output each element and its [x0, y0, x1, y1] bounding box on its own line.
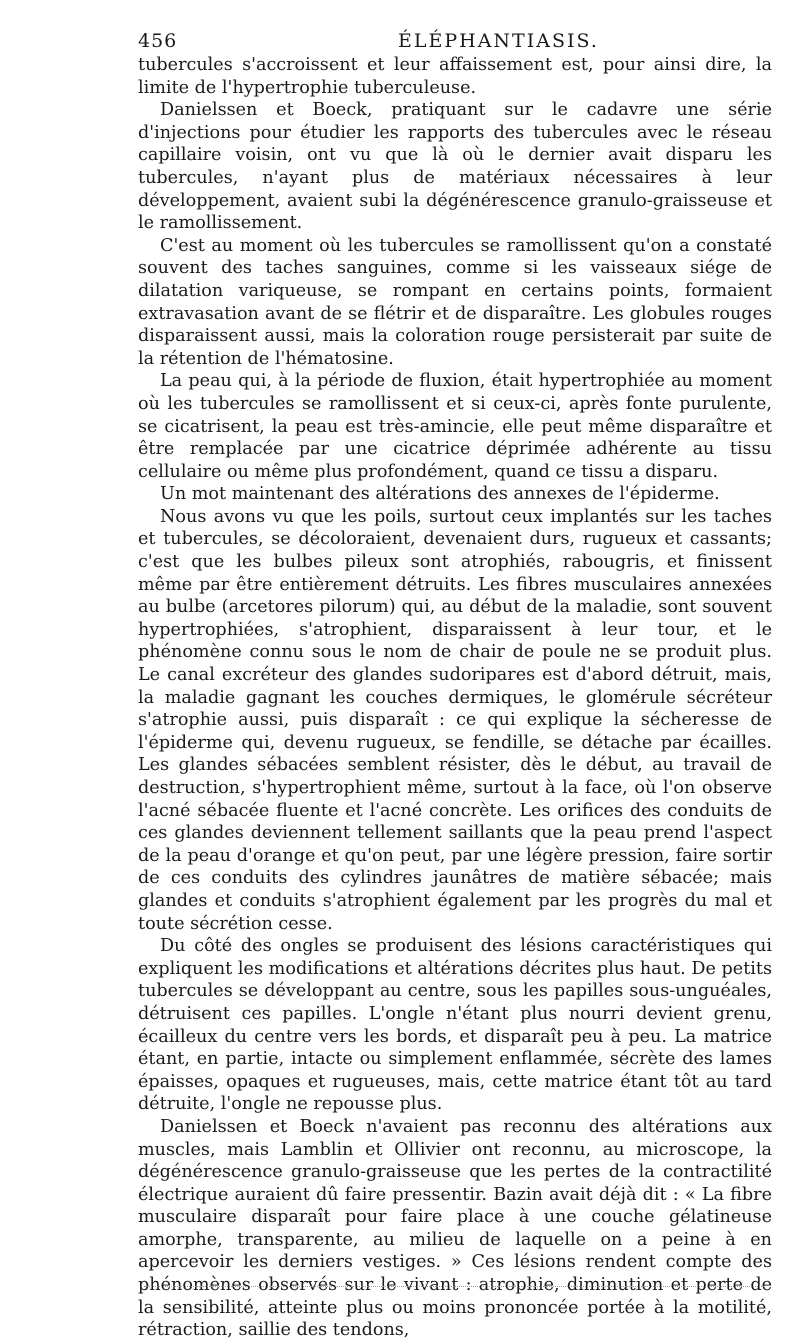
page-number: 456 — [138, 30, 178, 52]
paragraph-ongles: Du côté des ongles se produisent des lésions caractéristiques qui expliquent les modifications et altérations décrites plus haut. De petits tubercules se développant au centre, sous les papilles sous-unguéales, détruisent ces papilles. L'ongle n'étant plus nourri devient grenu, écailleux du centre vers les bords, et disparaît peu à peu. La matrice étant, en partie, intacte ou simplement enflammée, sécrète des lames épaisses, opaques et rugueuses, mais, cette matrice étant tôt au tard détruite, l'ongle ne repousse plus. — [138, 936, 772, 1115]
paragraph-annexes: Un mot maintenant des altérations des annexes de l'épiderme. — [160, 484, 720, 505]
paragraph-taches-sanguines: C'est au moment où les tubercules se ramollissent qu'on a constaté souvent des taches sanguines, comme si les vaisseaux siége de dilatation variqueuse, se rompant en certains points, formaient extravasation avant de se flétrir et de disparaître. Les globules rouges disparaissent aussi, mais la coloration rouge persisterait par suite de la rétention de l'hématosine. — [138, 235, 772, 369]
running-title: ÉLÉPHANTIASIS. — [398, 30, 599, 52]
paragraph-continuation: tubercules s'accroissent et leur affaissement est, pour ainsi dire, la limite de l'hypertrophie tuberculeuse. — [138, 55, 772, 98]
body-text — [138, 54, 772, 1342]
paragraph-peau: La peau qui, à la période de fluxion, était hypertrophiée au moment où les tubercules se ramollissent et si ceux-ci, après fonte purulente, se cicatrisent, la peau est très-amincie, elle peut même disparaître et être remplacée par une cicatrice déprimée adhérente au tissu cellulaire ou même plus profondément, quand ce tissu a disparu. — [138, 371, 772, 482]
paragraph-muscles: Danielssen et Boeck n'avaient pas reconnu des altérations aux muscles, mais Lamblin et Ollivier ont reconnu, au microscope, la dégénérescence granulo-graisseuse que les pertes de la contractilité électrique auraient dû faire pressentir. Bazin avait déjà dit : « La fibre musculaire disparaît pour faire place à une couche gélatineuse amorphe, transparente, au milieu de laquelle on a peine à en apercevoir les derniers vestiges. » Ces lésions rendent compte des phénomènes observés sur le vivant : atrophie, diminution et perte de la sensibilité, atteinte plus ou moins prononcée portée à la motilité, rétraction, saillie des tendons, — [138, 1116, 772, 1341]
page-header — [138, 22, 772, 54]
paragraph-poils-glandes: Nous avons vu que les poils, surtout ceux implantés sur les taches et tubercules, se décoloraient, devenaient durs, rugueux et cassants; c'est que les bulbes pileux sont atrophiés, rabougris, et finissent même par être entièrement détruits. Les fibres musculaires annexées au bulbe (arcetores pilorum) qui, au début de la maladie, sont souvent hypertrophiées, s'atrophient, disparaissent à leur tour, et le phénomène connu sous le nom de chair de poule ne se produit plus. Le canal excréteur des glandes sudoripares est d'abord détruit, mais, la maladie gagnant les couches dermiques, le glomérule sécréteur s'atrophie aussi, puis disparaît : ce qui explique la sécheresse de l'épiderme qui, devenu rugueux, se fendille, se détache par écailles. Les glandes sébacées semblent résister, dès le début, au travail de destruction, s'hypertrophient même, surtout à la face, où l'on observe l'acné sébacée fluente et l'acné concrète. Les orifices des conduits de ces glandes deviennent tellement saillants que la peau prend l'aspect de la peau d'orange et qu'on peut, par une légère pression, faire sortir de ces conduits des cylindres jaunâtres de matière sébacée; mais glandes et conduits s'atrophient également par les progrès du mal et toute sécrétion cesse. — [138, 506, 772, 934]
paragraph-injections: Danielssen et Boeck, pratiquant sur le cadavre une série d'injections pour étudier les rapports des tubercules avec le réseau capillaire voisin, ont vu que là où le dernier avait disparu les tubercules, n'ayant plus de matériaux nécessaires à leur développement, avaient subi la dégénérescence granulo-graisseuse et le ramollissement. — [138, 100, 772, 234]
footer-dotted-rule — [144, 1286, 764, 1287]
